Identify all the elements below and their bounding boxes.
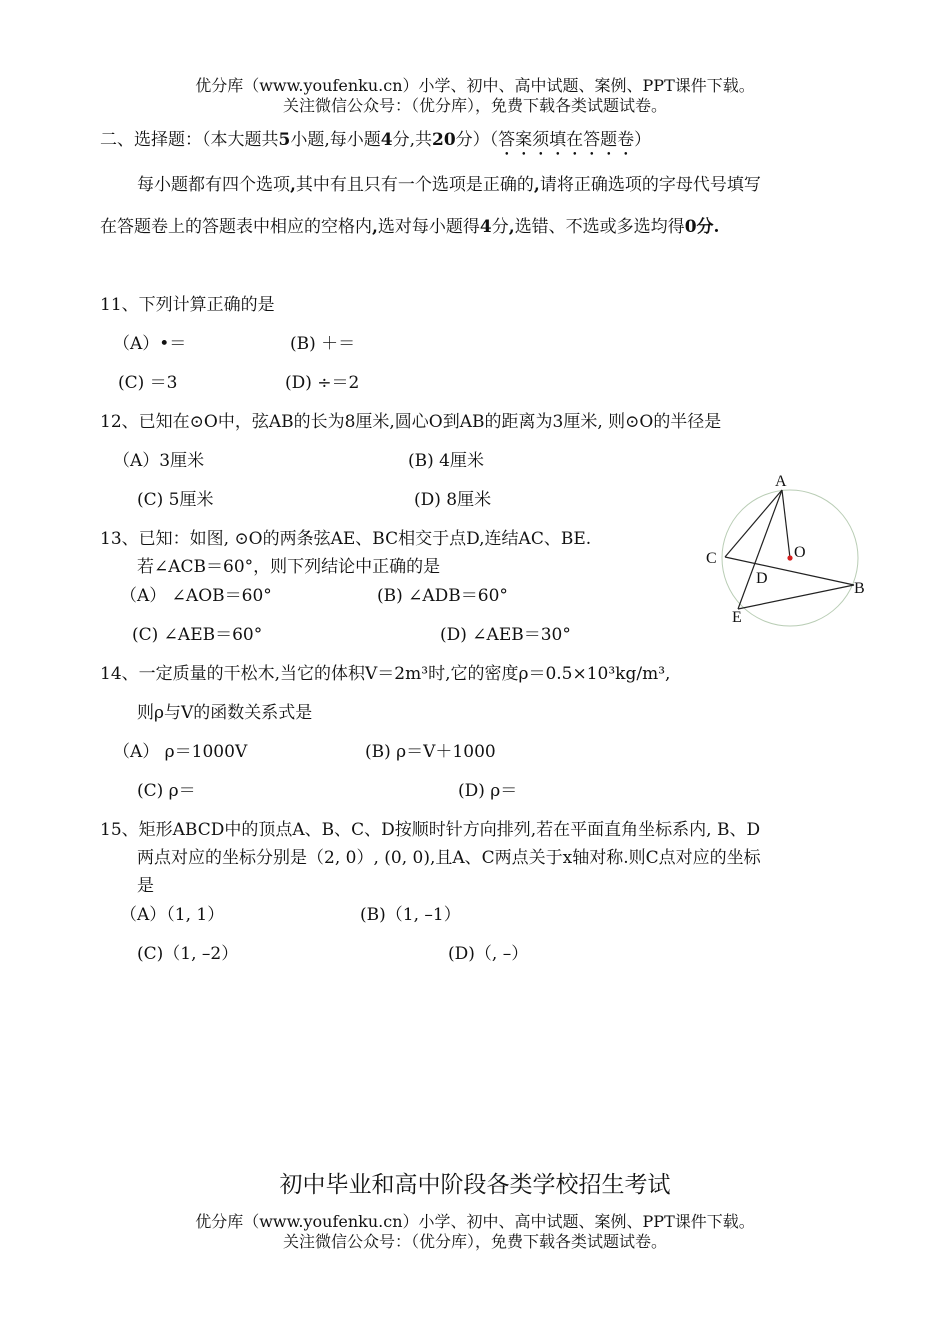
label-b: B xyxy=(854,580,865,597)
q14-option-c: (C) ρ＝ xyxy=(137,781,196,801)
section-label: 二、选择题：（本大题共 xyxy=(100,130,279,150)
q11-option-a: （A）•＝ xyxy=(113,334,187,354)
section-text-3: 分）（ xyxy=(455,130,499,150)
section-text-1: 小题,每小题 xyxy=(290,130,381,150)
instr-text: 每小题都有四个选项 xyxy=(137,175,290,195)
instr-points: 4 xyxy=(479,217,492,237)
q11-stem: 11、下列计算正确的是 xyxy=(100,295,275,315)
q11-option-b: (B) ＋＝ xyxy=(290,334,356,354)
footer-line-2: 关注微信公众号：（优分库），免费下载各类试题试卷。 xyxy=(282,1232,667,1251)
q13-option-b: (B) ∠ADB＝60° xyxy=(377,586,508,606)
q14-stem-1: 14、一定质量的干松木,当它的体积V＝2m³时,它的密度ρ＝0.5×10³kg/m³, xyxy=(100,664,671,684)
instr-comma: , xyxy=(508,217,515,237)
instr-text: 选对每小题得 xyxy=(377,217,480,237)
footer-line-1: 优分库（www.youfenku.cn）小学、初中、高中试题、案例、PPT课件下载。 xyxy=(195,1212,755,1231)
chord-be xyxy=(738,585,854,609)
q14-option-a: （A） ρ＝1000V xyxy=(113,742,248,762)
q13-stem-1: 13、已知：如图, ⊙O的两条弦AE、BC相交于点D,连结AC、BE. xyxy=(100,529,592,549)
instr-text: 分. xyxy=(696,217,720,237)
label-a: A xyxy=(775,473,787,490)
q12-stem: 12、已知在⊙O中，弦AB的长为8厘米,圆心O到AB的距离为3厘米, 则⊙O的半径是 xyxy=(100,412,722,432)
q14-option-b: (B) ρ＝V＋1000 xyxy=(365,742,496,762)
label-o: O xyxy=(794,544,806,561)
q12-option-c: (C) 5厘米 xyxy=(137,490,214,510)
center-point xyxy=(787,555,792,560)
section-points: 4 xyxy=(380,130,393,150)
q15-option-a: （A）（1, 1） xyxy=(120,905,225,925)
q14-option-d: (D) ρ＝ xyxy=(458,781,518,801)
q15-stem-3: 是 xyxy=(137,876,154,896)
q11-option-d: (D) ÷＝2 xyxy=(285,373,360,393)
section-text-2: 分,共 xyxy=(392,130,432,150)
section-text-4: ） xyxy=(634,130,652,150)
q13-option-c: (C) ∠AEB＝60° xyxy=(132,625,263,645)
q12-option-b: (B) 4厘米 xyxy=(408,451,484,471)
q13-option-a: （A） ∠AOB＝60° xyxy=(120,586,272,606)
instructions-line-2 xyxy=(100,212,719,237)
instr-text: 在答题卷上的答题表中相应的空格内 xyxy=(100,217,372,237)
label-c: C xyxy=(706,550,717,567)
instr-text: 分 xyxy=(491,217,509,237)
instr-comma: , xyxy=(372,217,378,237)
q15-stem-2: 两点对应的坐标分别是（2, 0）, (0, 0),且A、C两点关于x轴对称.则C点对应的坐标 xyxy=(137,848,761,868)
label-e: E xyxy=(732,609,742,626)
q15-option-b: (B)（1, –1） xyxy=(360,905,461,925)
footer-title: 初中毕业和高中阶段各类学校招生考试 xyxy=(279,1172,671,1198)
instr-comma: , xyxy=(290,175,296,195)
instr-comma: , xyxy=(533,175,540,195)
header-line-1: 优分库（www.youfenku.cn）小学、初中、高中试题、案例、PPT课件下载。 xyxy=(195,76,755,95)
chord-bc xyxy=(725,557,854,585)
q11-option-c: (C) ＝3 xyxy=(118,373,178,393)
section-total: 20 xyxy=(432,130,456,150)
instr-text: 请将正确选项的字母代号填写 xyxy=(539,175,761,195)
q13-option-d: (D) ∠AEB＝30° xyxy=(440,625,571,645)
section-emphasis: 答案须填在答题卷 xyxy=(498,130,635,150)
q15-option-c: (C)（1, –2） xyxy=(137,944,239,964)
instr-zero: 0 xyxy=(684,217,697,237)
radius-oa xyxy=(782,490,790,558)
section-count: 5 xyxy=(278,130,291,150)
instr-text: 其中有且只有一个选项是正确的 xyxy=(295,175,534,195)
label-d: D xyxy=(756,570,768,587)
q12-option-a: （A）3厘米 xyxy=(113,451,205,471)
q15-stem-1: 15、矩形ABCD中的顶点A、B、C、D按顺时针方向排列,若在平面直角坐标系内, B、D xyxy=(100,820,761,840)
instr-text: 选错、不选或多选均得 xyxy=(514,217,685,237)
section-heading xyxy=(100,125,651,160)
header-line-2: 关注微信公众号：（优分库），免费下载各类试题试卷。 xyxy=(282,96,667,115)
q13-stem-2: 若∠ACB＝60°，则下列结论中正确的是 xyxy=(137,557,441,577)
instructions-line-1 xyxy=(137,170,761,195)
q14-stem-2: 则ρ与V的函数关系式是 xyxy=(137,703,313,723)
circle-figure xyxy=(700,465,875,635)
q15-option-d: (D)（, –） xyxy=(448,944,529,964)
q12-option-d: (D) 8厘米 xyxy=(414,490,492,510)
